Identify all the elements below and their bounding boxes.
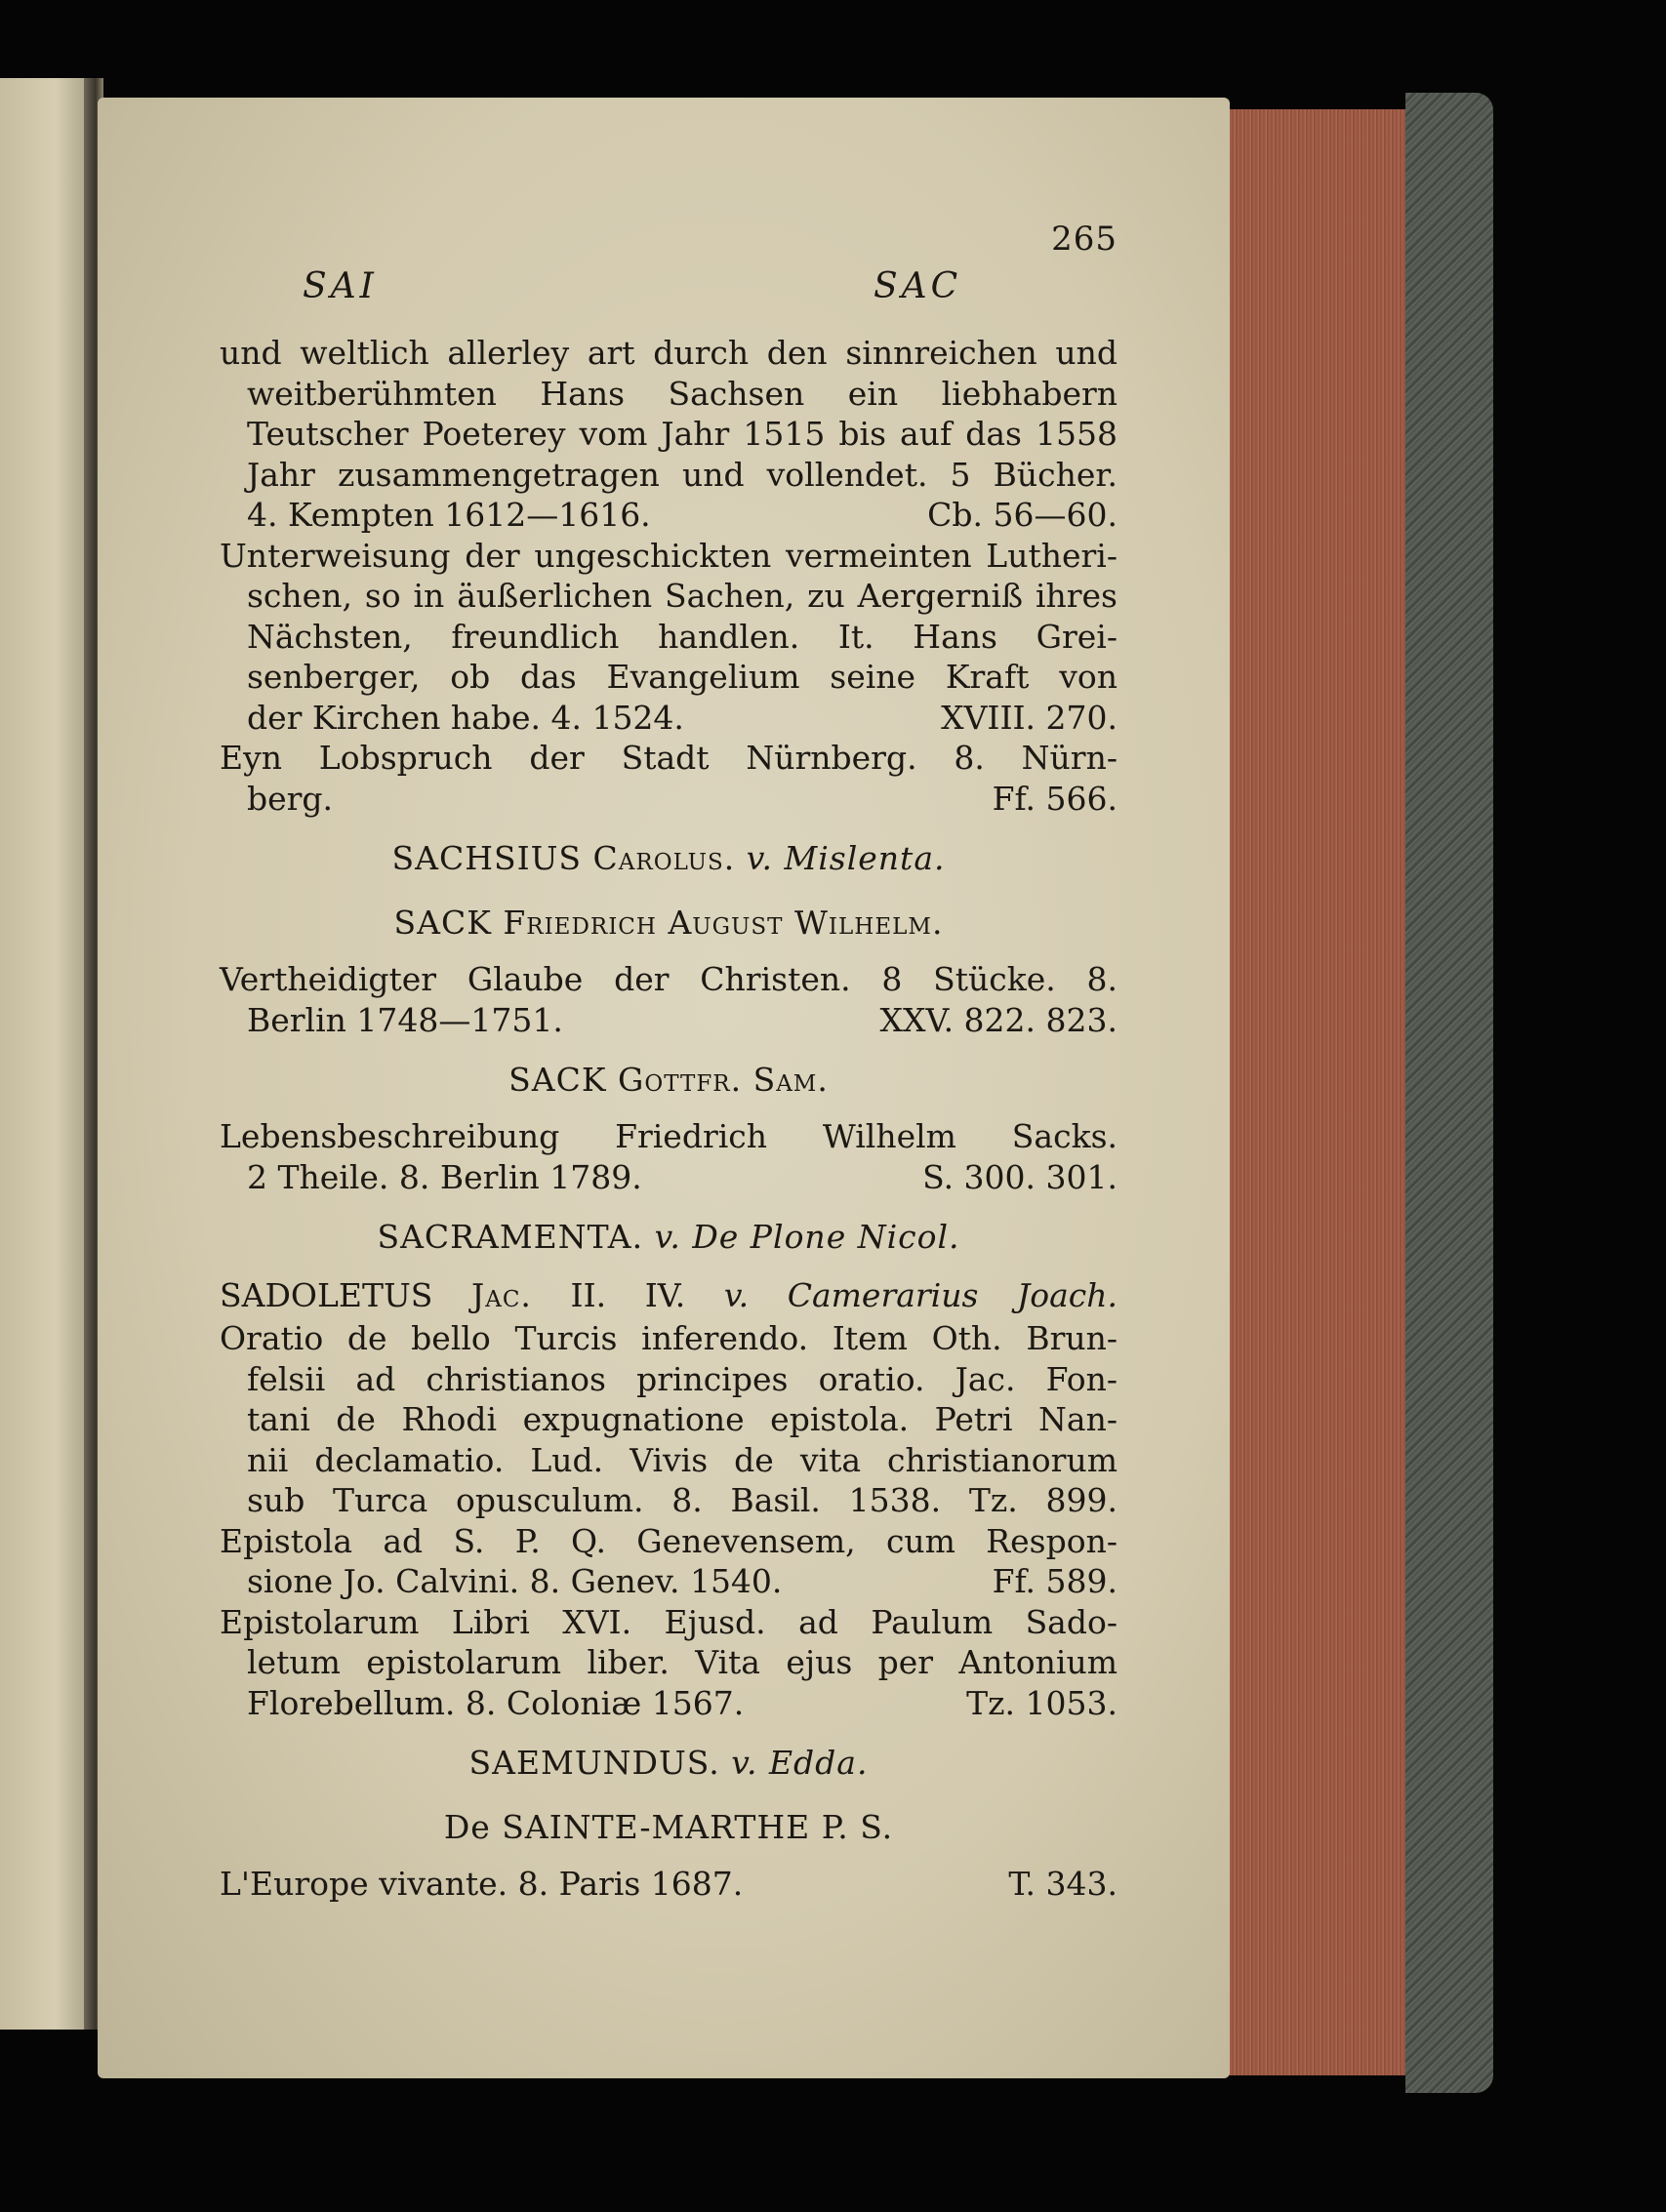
text-line <box>220 414 1117 455</box>
text-line <box>220 657 1117 698</box>
entry-block-sack-fa <box>220 959 1117 1040</box>
line-text: nii declamatio. Lud. Vivis de vita christianorum <box>247 1440 1117 1479</box>
text-line <box>220 1318 1117 1359</box>
line-reference: S. 300. 301. <box>922 1157 1117 1196</box>
text-line <box>220 1480 1117 1521</box>
heading-name: De SAINTE-MARTHE P. S. <box>443 1808 894 1846</box>
line-text: Lebensbeschreibung Friedrich Wilhelm Sacks. <box>220 1117 1117 1155</box>
entry-block-sack-gs <box>220 1116 1117 1197</box>
heading-saemundus <box>220 1739 1117 1788</box>
text-line <box>220 1864 1117 1905</box>
heading-ref: v. Camerarius Joach. <box>723 1276 1118 1314</box>
line-text: schen, so in äußerlichen Sachen, zu Aergerniß ihres <box>247 577 1117 615</box>
text-line <box>220 333 1117 374</box>
line-text: Berlin 1748—1751. <box>247 1000 563 1039</box>
line-text: Unterweisung der ungeschickten vermeinten Lutheri- <box>220 536 1117 575</box>
running-head-left: SAI <box>303 266 378 306</box>
heading-given: Friedrich August Wilhelm. <box>503 904 944 942</box>
line-reference: Cb. 56—60. <box>927 496 1117 534</box>
line-text: letum epistolarum liber. Vita ejus per Antonium <box>247 1643 1117 1681</box>
line-reference: T. 343. <box>1008 1865 1117 1903</box>
line-text: Teutscher Poeterey vom Jahr 1515 bis auf das 1558 <box>247 415 1117 453</box>
text-line <box>220 1157 1117 1198</box>
text-line <box>220 374 1117 415</box>
heading-name: SACRAMENTA. <box>377 1218 644 1256</box>
heading-given: Jac. <box>471 1276 532 1314</box>
heading-name: SACK <box>508 1061 607 1099</box>
heading-ref: v. Mislenta. <box>746 839 946 877</box>
line-reference: XVIII. 270. <box>941 698 1117 737</box>
text-line <box>220 1683 1117 1724</box>
heading-name: SAEMUNDUS. <box>468 1744 720 1782</box>
text-line <box>220 1399 1117 1440</box>
running-head <box>220 266 1117 325</box>
text-line <box>220 779 1117 820</box>
text-line <box>220 1116 1117 1157</box>
facing-page <box>0 78 93 2030</box>
text-line <box>220 698 1117 739</box>
text-line <box>220 1642 1117 1683</box>
line-text: weitberühmten Hans Sachsen ein liebhabern <box>247 374 1117 413</box>
text-line <box>220 617 1117 658</box>
line-text: der Kirchen habe. 4. 1524. <box>247 698 684 737</box>
page-block-edge <box>1228 109 1423 2075</box>
text-line <box>220 1440 1117 1481</box>
entry-block-sachs <box>220 333 1117 819</box>
line-text: und weltlich allerley art durch den sinnreichen und <box>220 334 1117 372</box>
line-reference: Ff. 589. <box>992 1562 1117 1600</box>
heading-given: Gottfr. Sam. <box>618 1061 829 1099</box>
line-text: L'Europe vivante. 8. Paris 1687. <box>220 1865 744 1903</box>
page-content <box>220 220 1117 1905</box>
line-text: Nächsten, freundlich handlen. It. Hans Grei- <box>247 617 1117 656</box>
page-number: 265 <box>1051 220 1117 259</box>
line-text: Eyn Lobspruch der Stadt Nürnberg. 8. Nürn- <box>220 739 1117 777</box>
text-line <box>220 536 1117 577</box>
text-line <box>220 738 1117 779</box>
line-text: Epistolarum Libri XVI. Ejusd. ad Paulum Sado- <box>220 1602 1117 1641</box>
book-cover <box>1405 93 1493 2093</box>
heading-vols: II. IV. <box>570 1276 686 1314</box>
heading-sack-gs <box>220 1056 1117 1105</box>
text-line <box>220 1000 1117 1041</box>
line-text: sione Jo. Calvini. 8. Genev. 1540. <box>247 1562 783 1600</box>
entry-block-sadoletus <box>220 1318 1117 1723</box>
line-text: tani de Rhodi expugnatione epistola. Petri Nan- <box>247 1400 1117 1438</box>
line-reference: Ff. 566. <box>992 779 1117 818</box>
heading-ref: v. De Plone Nicol. <box>654 1218 960 1256</box>
text-line <box>220 1521 1117 1562</box>
heading-given: Carolus. <box>592 839 736 877</box>
line-text: sub Turca opusculum. 8. Basil. 1538. Tz. 899. <box>247 1481 1117 1519</box>
line-text: Florebellum. 8. Coloniæ 1567. <box>247 1683 745 1722</box>
running-head-right: SAC <box>874 266 962 306</box>
heading-sack-fa <box>220 899 1117 947</box>
text-line <box>220 455 1117 496</box>
line-reference: Tz. 1053. <box>966 1683 1117 1722</box>
heading-sachsius <box>220 834 1117 883</box>
heading-ref: v. Edda. <box>731 1744 869 1782</box>
text-line <box>220 1359 1117 1400</box>
line-text: Jahr zusammengetragen und vollendet. 5 Bücher. <box>247 455 1117 494</box>
line-text: Oratio de bello Turcis inferendo. Item Oth. Brun- <box>220 1319 1117 1357</box>
line-text: Vertheidigter Glaube der Christen. 8 Stücke. 8. <box>220 960 1117 998</box>
text-line <box>220 495 1117 536</box>
heading-name: SACK <box>393 904 492 942</box>
entry-block-sainte-marthe <box>220 1864 1117 1905</box>
line-text: senberger, ob das Evangelium seine Kraft von <box>247 658 1117 696</box>
line-text: 2 Theile. 8. Berlin 1789. <box>247 1157 642 1196</box>
heading-sainte-marthe <box>220 1803 1117 1852</box>
line-reference: XXV. 822. 823. <box>879 1000 1117 1039</box>
heading-name: SADOLETUS <box>220 1276 433 1314</box>
text-line <box>220 1561 1117 1602</box>
line-text: berg. <box>247 779 334 818</box>
sadoletus-heading <box>220 1273 1117 1318</box>
line-text: Epistola ad S. P. Q. Genevensem, cum Respon- <box>220 1521 1117 1560</box>
heading-sacramenta <box>220 1213 1117 1262</box>
line-text: 4. Kempten 1612—1616. <box>247 496 651 534</box>
line-text: felsii ad christianos principes oratio. Jac. Fon- <box>247 1359 1117 1398</box>
text-line <box>220 1602 1117 1643</box>
text-line <box>220 576 1117 617</box>
heading-name: SACHSIUS <box>391 839 583 877</box>
text-line <box>220 959 1117 1000</box>
